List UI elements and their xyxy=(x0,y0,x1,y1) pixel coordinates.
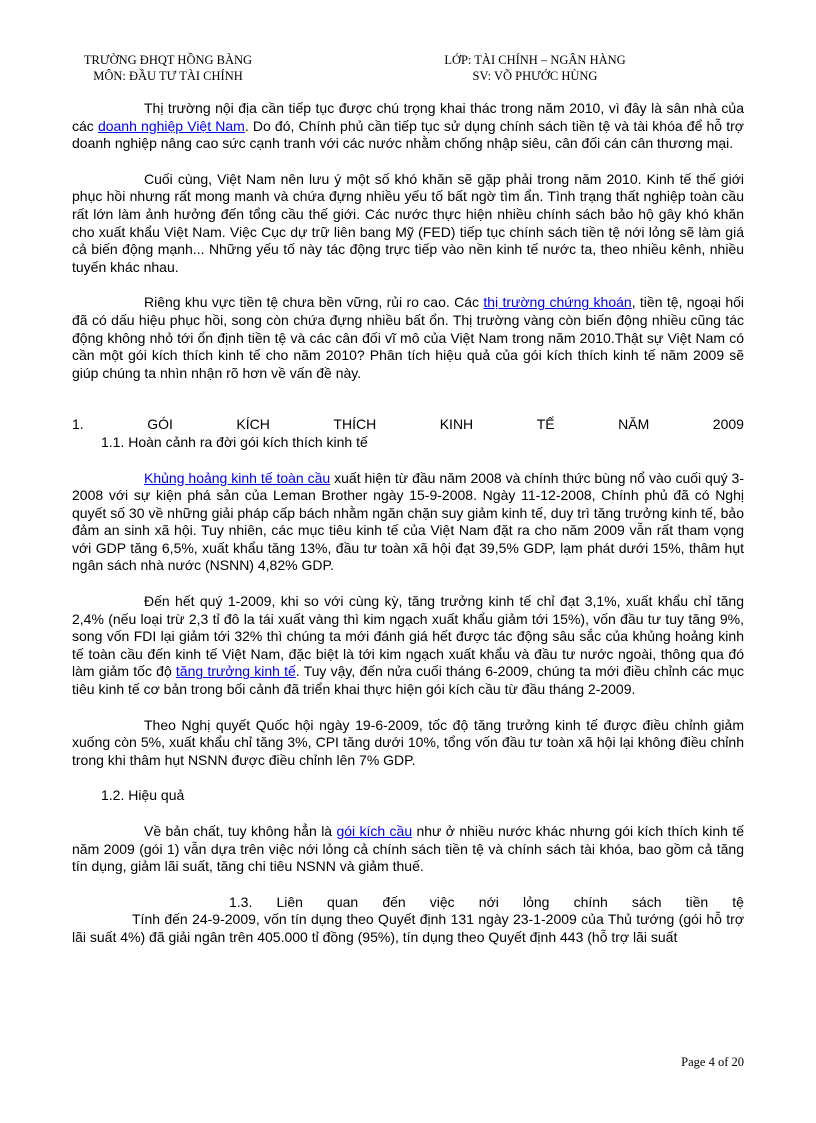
document-body xyxy=(72,100,744,947)
header-class: LỚP: TÀI CHÍNH – NGÂN HÀNG xyxy=(444,53,626,67)
header-student: SV: VÕ PHƯỚC HÙNG xyxy=(472,69,598,83)
paragraph-essence: Về bản chất, tuy không hẳn là gói kích cầu như ở nhiều nước khác nhưng gói kích thích kinh tế năm 2009 (gói 1) vẫn dựa trên việc nới lỏng cả chính sách tiền tệ và chính sách tài khóa, bao gồm cả tăng tín dụng, giảm lãi suất, tăng chi tiêu NSNN và giảm thuế. xyxy=(72,823,744,875)
paragraph-crisis: Khủng hoảng kinh tế toàn cầu xuất hiện từ đầu năm 2008 và chính thức bùng nổ vào cuối quý 3-2008 với sự kiện phá sản của Leman Brother ngày 15-9-2008. Ngày 11-12-2008, Chính phủ đã có Nghị quyết số 30 về những giải pháp cấp bách nhằm ngăn chặn suy giảm kinh tế, duy trì tăng trưởng kinh tế, bảo đảm an sinh xã hội. Tuy nhiên, các mục tiêu kinh tế của Việt Nam đặt ra cho năm 2009 vẫn rất tham vọng với GDP tăng 6,5%, xuất khẩu tăng 13%, đầu tư toàn xã hội đạt 39,5% GDP, lạm phát dưới 15%, thâm hụt ngân sách nhà nước (NSNN) 4,82% GDP. xyxy=(72,469,744,574)
heading-section-1-3: 1.3. Liên quan đến việc nới lỏng chính sách tiền tệ xyxy=(229,893,744,910)
link-thi-truong-chung-khoan[interactable]: thị trường chứng khoán xyxy=(483,294,632,311)
paragraph-q1-2009: Đến hết quý 1-2009, khi so với cùng kỳ, tăng trưởng kinh tế chỉ đạt 3,1%, xuất khẩu chỉ tăng 2,4% (nếu loại trừ 2,3 tỉ đô la tái xuất vàng thì kim ngạch xuất khẩu giảm tới 15%), vốn đầu tư tuy tăng 9%, song vốn FDI lại giảm tới 32% thì chúng ta mới đánh giá hết được tác động sâu sắc của khủng hoảng kinh tế toàn cầu đến kinh tế Việt Nam, đặc biệt là tới kim ngạch xuất khẩu và đầu tư nước ngoài, thông qua đó làm giảm tốc độ tăng trưởng kinh tế. Tuy vậy, đến nửa cuối tháng 6-2009, chúng ta mới điều chỉnh các mục tiêu kinh tế cơ bản trong bối cảnh đã triển khai thực hiện gói kích cầu từ đầu tháng 2-2009. xyxy=(72,593,744,698)
paragraph-resolution: Theo Nghị quyết Quốc hội ngày 19-6-2009, tốc độ tăng trưởng kinh tế được điều chỉnh giảm xuống còn 5%, xuất khẩu chỉ tăng 3%, CPI tăng dưới 10%, tổng vốn đầu tư toàn xã hội lại không điều chỉnh trong khi thâm hụt NSNN được điều chỉnh lên 7% GDP. xyxy=(72,716,744,768)
paragraph-difficulties: Cuối cùng, Việt Nam nên lưu ý một số khó khăn sẽ gặp phải trong năm 2010. Kinh tế thế giới phục hồi nhưng rất mong manh và chứa đựng nhiều yếu tố bất ngờ tìm ẩn. Tình trạng thất nghiệp toàn cầu rất lớn làm ảnh hưởng đến tổng cầu thế giới. Các nước thực hiện nhiều chính sách bảo hộ gây khó khăn cho xuất khẩu Việt Nam. Việc Cục dự trữ liên bang Mỹ (FED) tiếp tục chính sách tiền tệ nới lỏng sẽ làm giá cả biến động mạnh... Những yếu tố này tác động trực tiếp vào nền kinh tế nước ta, theo nhiều kênh, nhiều tuyến khác nhau. xyxy=(72,170,744,275)
paragraph-domestic-market: Thị trường nội địa cần tiếp tục được chú trọng khai thác trong năm 2010, vì đây là sân nhà của các doanh nghiệp Việt Nam. Do đó, Chính phủ cần tiếp tục sử dụng chính sách tiền tệ và tài khóa để hỗ trợ doanh nghiệp nâng cao sức cạnh tranh với các nước nhằm chống nhập siêu, cân đối cán cân thương mại. xyxy=(72,100,744,152)
header-left xyxy=(72,52,264,84)
heading-section-1-1: 1.1. Hoàn cảnh ra đời gói kích thích kinh tế xyxy=(101,433,368,450)
link-tang-truong-kinh-te[interactable]: tăng trưởng kinh tế xyxy=(175,663,296,680)
header-school: TRƯỜNG ĐHQT HỒNG BÀNG xyxy=(83,53,253,67)
paragraph-credit: Tính đến 24-9-2009, vốn tín dụng theo Quyết định 131 ngày 23-1-2009 của Thủ tướng (gói hỗ trợ lãi suất 4%) đã giải ngân trên 405.000 tỉ đồng (95%), tín dụng theo Quyết định 443 (hỗ trợ lãi suất xyxy=(72,911,744,945)
paragraph-monetary-sector: Riêng khu vực tiền tệ chưa bền vững, rủi ro cao. Các thị trường chứng khoán, tiền tệ, ngoại hối đã có dấu hiệu phục hồi, song còn chứa đựng nhiều bất ổn. Thị trường vàng còn biến động nhiều cũng tác động không nhỏ tới ổn định tiền tệ và các cân đối vĩ mô của Việt Nam trong năm 2010.Thật sự Việt Nam có cần một gói kích thích kinh tế cho năm 2010? Phân tích hiệu quả của gói kích thích kinh tế năm 2009 sẽ giúp chúng ta nhìn nhận rõ hơn về vấn đề này. xyxy=(72,294,745,381)
heading-section-1-2: 1.2. Hiệu quả xyxy=(101,787,185,804)
header-subject: MÔN: ĐẦU TƯ TÀI CHÍNH xyxy=(93,69,243,83)
page-number: Page 4 of 20 xyxy=(681,1055,744,1069)
header-right xyxy=(440,52,630,84)
link-goi-kich-cau[interactable]: gói kích cầu xyxy=(336,823,413,839)
link-doanh-nghiep-viet-nam[interactable]: doanh nghiệp Việt Nam xyxy=(97,117,245,134)
heading-section-1: 1. GÓI KÍCH THÍCH KINH TẾ NĂM 2009 xyxy=(72,416,744,433)
link-khung-hoang-kinh-te[interactable]: Khủng hoảng kinh tế toàn cầu xyxy=(144,469,331,486)
